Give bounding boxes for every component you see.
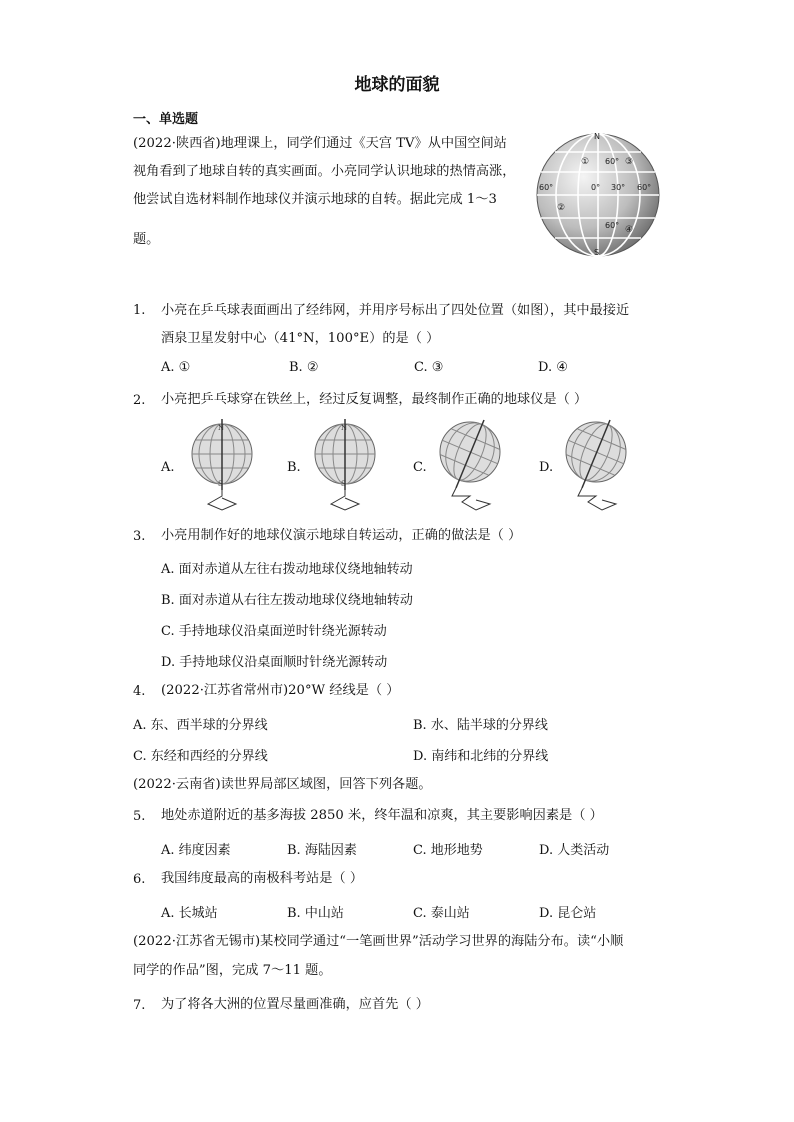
option-c[interactable]: C. 手持地球仪沿桌面逆时针绕光源转动: [161, 624, 387, 639]
globe-mark-1: ①: [581, 157, 590, 167]
intro-paragraph: 同学的作品”图，完成 7～11 题。: [133, 963, 332, 978]
question-number: 3.: [133, 529, 146, 544]
option-d[interactable]: D. ④: [538, 360, 568, 375]
option-b[interactable]: B.: [287, 460, 301, 475]
globe-n-label: N: [341, 424, 348, 432]
intro-line-3: 他尝试自选材料制作地球仪并演示地球的自转。据此完成 1～3: [133, 192, 497, 207]
option-a[interactable]: A. 纬度因素: [161, 843, 231, 858]
option-a[interactable]: A. ①: [161, 360, 191, 375]
option-a[interactable]: A. 东、西半球的分界线: [133, 718, 268, 733]
option-c[interactable]: C. ③: [414, 360, 444, 375]
globe-option-a-figure[interactable]: [182, 414, 262, 514]
globe-deg-label: 0°: [591, 183, 601, 192]
globe-option-d-figure[interactable]: [558, 414, 638, 514]
option-c[interactable]: C. 泰山站: [413, 906, 470, 921]
question-text: 为了将各大洲的位置尽量画准确，应首先（ ）: [161, 997, 429, 1012]
option-d[interactable]: D. 南纬和北纬的分界线: [413, 749, 549, 764]
option-b[interactable]: B. 中山站: [287, 906, 344, 921]
globe-mark-2: ②: [557, 203, 566, 213]
question-number: 2.: [133, 393, 146, 408]
globe-deg-label: 60°: [605, 157, 620, 166]
globe-deg-label: 60°: [539, 183, 554, 192]
page-title: 地球的面貌: [354, 75, 440, 95]
question-text: 小亮在乒乓球表面画出了经纬网，并用序号标出了四处位置（如图），其中最接近: [161, 303, 630, 318]
option-a[interactable]: A. 长城站: [161, 906, 218, 921]
question-text: 地处赤道附近的基多海拔 2850 米，终年温和凉爽，其主要影响因素是（ ）: [161, 808, 603, 823]
question-text: 酒泉卫星发射中心（41°N，100°E）的是（ ）: [161, 331, 440, 346]
option-c[interactable]: C. 东经和西经的分界线: [133, 749, 268, 764]
intro-paragraph: (2022·云南省)读世界局部区域图，回答下列各题。: [133, 777, 432, 792]
globe-n-label: N: [218, 424, 225, 432]
option-a[interactable]: A.: [161, 460, 175, 475]
globe-mark-4: ④: [625, 225, 634, 235]
question-number: 5.: [133, 809, 146, 824]
option-d[interactable]: D.: [539, 460, 554, 475]
question-number: 6.: [133, 872, 146, 887]
globe-s-label: S: [594, 248, 600, 257]
option-b[interactable]: B. 水、陆半球的分界线: [413, 718, 548, 733]
option-b[interactable]: B. 面对赤道从右往左拨动地球仪绕地轴转动: [161, 593, 413, 608]
globe-s-label: S: [341, 480, 346, 488]
intro-line-2: 视角看到了地球自转的真实画面。小亮同学认识地球的热情高涨，: [133, 164, 516, 179]
option-a[interactable]: A. 面对赤道从左往右拨动地球仪绕地轴转动: [161, 562, 413, 577]
globe-mark-3: ③: [625, 157, 634, 167]
question-text: (2022·江苏省常州市)20°W 经线是（ ）: [161, 683, 400, 698]
intro-line-1: (2022·陕西省)地理课上，同学们通过《天宫 TV》从中国空间站: [133, 136, 507, 151]
question-number: 7.: [133, 998, 146, 1013]
question-number: 4.: [133, 684, 146, 699]
globe-deg-label: 60°: [637, 183, 652, 192]
option-b[interactable]: B. ②: [289, 360, 319, 375]
intro-line-4: 题。: [133, 232, 160, 247]
option-d[interactable]: D. 昆仑站: [539, 906, 597, 921]
question-number: 1.: [133, 303, 146, 318]
intro-paragraph: (2022·江苏省无锡市)某校同学通过“一笔画世界”活动学习世界的海陆分布。读“小顺: [133, 934, 624, 949]
globe-deg-label: 60°: [605, 221, 620, 230]
option-d[interactable]: D. 手持地球仪沿桌面顺时针绕光源转动: [161, 655, 388, 670]
graticule-globe-figure: [533, 128, 663, 263]
globe-deg-label: 30°: [611, 183, 626, 192]
globe-n-label: N: [594, 132, 600, 141]
question-text: 小亮用制作好的地球仪演示地球自转运动，正确的做法是（ ）: [161, 528, 522, 543]
globe-option-b-figure[interactable]: [305, 414, 385, 514]
option-b[interactable]: B. 海陆因素: [287, 843, 357, 858]
globe-option-c-figure[interactable]: [432, 414, 512, 514]
globe-s-label: S: [218, 480, 223, 488]
question-text: 小亮把乒乓球穿在铁丝上，经过反复调整，最终制作正确的地球仪是（ ）: [161, 392, 588, 407]
option-c[interactable]: C.: [413, 460, 427, 475]
section-heading: 一、单选题: [133, 112, 199, 127]
option-d[interactable]: D. 人类活动: [539, 843, 610, 858]
question-text: 我国纬度最高的南极科考站是（ ）: [161, 871, 364, 886]
option-c[interactable]: C. 地形地势: [413, 843, 483, 858]
